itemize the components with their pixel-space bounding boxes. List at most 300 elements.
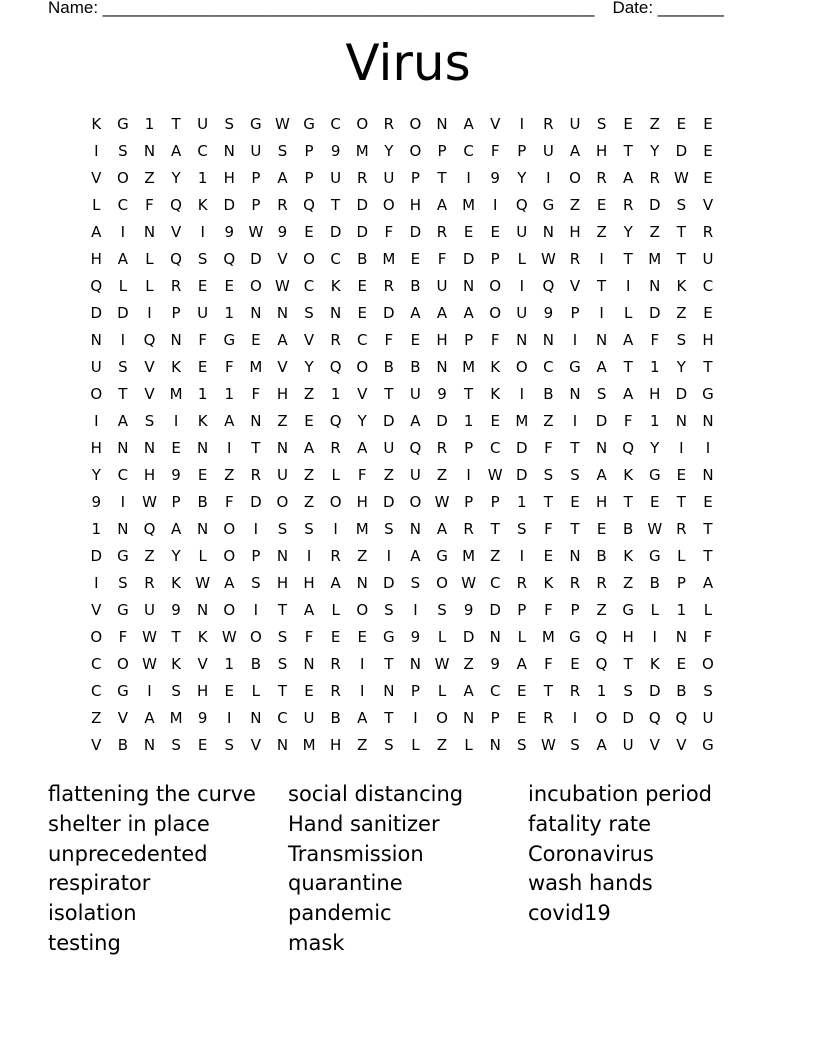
grid-letter: C — [117, 466, 129, 484]
grid-letter: R — [463, 520, 474, 538]
grid-letter: B — [383, 358, 394, 376]
grid-letter: C — [91, 655, 102, 673]
grid-letter: O — [303, 250, 315, 268]
grid-letter: E — [330, 628, 341, 646]
grid-letter: F — [357, 466, 367, 484]
grid-letter: F — [490, 331, 500, 349]
grid-letter: R — [702, 223, 714, 241]
grid-letter: T — [623, 358, 633, 376]
grid-letter: N — [436, 358, 448, 376]
grid-letter: 1 — [144, 115, 155, 133]
grid-letter: S — [570, 466, 580, 484]
grid-letter: I — [679, 439, 684, 457]
grid-letter: N — [436, 115, 448, 133]
grid-letter: E — [703, 493, 713, 511]
grid-letter: D — [675, 385, 688, 403]
grid-letter: N — [197, 601, 209, 619]
grid-letter: O — [595, 709, 608, 727]
grid-letter: I — [652, 628, 657, 646]
grid-letter: P — [410, 169, 420, 187]
grid-letter: Y — [650, 439, 660, 457]
grid-letter: H — [409, 196, 422, 214]
grid-letter: K — [197, 412, 208, 430]
grid-letter: U — [330, 169, 342, 187]
grid-letter: S — [304, 520, 314, 538]
grid-letter: 1 — [224, 655, 235, 673]
grid-letter: E — [304, 223, 314, 241]
grid-letter: D — [409, 223, 422, 241]
grid-letter: I — [120, 223, 126, 241]
grid-letter: O — [702, 655, 714, 673]
grid-letter: I — [147, 304, 152, 322]
grid-letter: N — [223, 142, 235, 160]
grid-letter: R — [330, 547, 341, 565]
grid-letter: K — [171, 574, 181, 592]
grid-letter: H — [143, 466, 156, 484]
grid-letter: E — [570, 655, 580, 673]
grid-letter: A — [117, 412, 129, 430]
grid-letter: I — [625, 277, 631, 295]
grid-letter: C — [463, 142, 474, 160]
grid-letter: D — [383, 412, 395, 430]
grid-letter: F — [251, 385, 261, 403]
grid-letter: D — [356, 196, 369, 214]
grid-letter: A — [117, 250, 129, 268]
grid-letter: E — [357, 277, 367, 295]
grid-letter: P — [490, 493, 500, 511]
grid-letter: A — [436, 304, 448, 322]
grid-letter: M — [515, 412, 529, 430]
grid-letter: S — [277, 142, 288, 160]
grid-letter: D — [648, 304, 661, 322]
grid-letter: V — [357, 385, 368, 403]
grid-letter: V — [91, 169, 102, 187]
grid-letter: I — [253, 601, 259, 619]
grid-letter: O — [436, 574, 448, 592]
grid-letter: B — [410, 277, 421, 295]
grid-letter: N — [462, 709, 475, 727]
grid-letter: O — [409, 142, 422, 160]
grid-letter: C — [117, 196, 129, 214]
grid-letter: Z — [649, 115, 660, 133]
grid-letter: E — [650, 493, 660, 511]
grid-letter: R — [144, 574, 155, 592]
grid-letter: R — [569, 682, 581, 700]
grid-letter: F — [650, 331, 660, 349]
grid-letter: N — [250, 412, 262, 430]
page-title: Virus — [345, 34, 471, 92]
grid-letter: A — [410, 547, 421, 565]
grid-letter: E — [490, 412, 500, 430]
grid-letter: G — [702, 385, 714, 403]
grid-letter: T — [596, 277, 607, 295]
grid-letter: L — [437, 628, 447, 646]
grid-letter: O — [356, 601, 369, 619]
grid-letter: A — [569, 142, 581, 160]
grid-letter: W — [487, 466, 503, 484]
grid-letter: S — [676, 196, 687, 214]
grid-letter: C — [356, 331, 368, 349]
grid-letter: T — [277, 682, 288, 700]
grid-letter: V — [91, 601, 102, 619]
grid-letter: L — [251, 682, 261, 700]
grid-letter: K — [197, 196, 208, 214]
grid-letter: Y — [623, 223, 633, 241]
grid-letter: Q — [90, 277, 103, 295]
grid-letter: O — [409, 115, 422, 133]
grid-letter: R — [436, 223, 448, 241]
grid-letter: W — [142, 493, 157, 511]
grid-letter: W — [461, 574, 477, 592]
grid-letter: N — [276, 304, 289, 322]
grid-letter: Q — [409, 439, 422, 457]
grid-letter: 9 — [91, 493, 102, 511]
grid-letter: A — [436, 520, 448, 538]
grid-letter: 9 — [330, 142, 341, 160]
grid-letter: S — [144, 412, 155, 430]
grid-letter: O — [90, 385, 103, 403]
grid-letter: S — [384, 520, 394, 538]
grid-letter: T — [703, 547, 713, 565]
grid-letter: H — [330, 736, 342, 754]
grid-letter: P — [304, 169, 314, 187]
grid-letter: Y — [171, 169, 181, 187]
grid-letter: E — [224, 277, 234, 295]
grid-letter: D — [648, 196, 661, 214]
grid-letter: W — [248, 223, 264, 241]
grid-letter: I — [227, 439, 232, 457]
grid-letter: S — [118, 142, 128, 160]
grid-letter: O — [356, 358, 369, 376]
grid-letter: K — [649, 655, 660, 673]
grid-letter: M — [648, 250, 662, 268]
grid-letter: D — [90, 547, 103, 565]
grid-letter: H — [90, 439, 102, 457]
grid-letter: Z — [490, 547, 501, 565]
grid-letter: F — [544, 520, 553, 538]
grid-letter: W — [195, 574, 211, 592]
grid-letter: R — [330, 682, 341, 700]
grid-letter: I — [546, 169, 551, 187]
grid-letter: S — [384, 601, 394, 619]
grid-letter: N — [143, 142, 156, 160]
grid-letter: N — [197, 520, 209, 538]
grid-letter: L — [145, 277, 154, 295]
grid-letter: N — [143, 736, 156, 754]
grid-letter: A — [463, 304, 474, 322]
grid-letter: D — [489, 601, 501, 619]
grid-letter: H — [276, 574, 289, 592]
grid-letter: T — [703, 520, 713, 538]
grid-letter: M — [462, 547, 476, 565]
grid-letter: U — [436, 277, 448, 295]
grid-letter: V — [91, 736, 102, 754]
grid-letter: B — [623, 520, 634, 538]
grid-letter: W — [142, 655, 157, 673]
grid-letter: I — [599, 304, 604, 322]
grid-letter: O — [356, 115, 369, 133]
grid-letter: I — [492, 196, 498, 214]
grid-letter: F — [490, 142, 500, 160]
grid-letter: P — [251, 547, 261, 565]
grid-letter: 1 — [676, 601, 687, 619]
grid-letter: S — [277, 655, 288, 673]
grid-letter: Z — [623, 574, 634, 592]
grid-letter: W — [540, 250, 556, 268]
grid-letter: E — [410, 250, 421, 268]
word-list-item: fatality rate — [528, 811, 652, 836]
grid-letter: G — [303, 115, 315, 133]
grid-letter: U — [250, 142, 262, 160]
grid-letter: F — [544, 601, 553, 619]
grid-letter: G — [117, 547, 129, 565]
grid-letter: N — [675, 412, 687, 430]
grid-letter: Q — [170, 250, 182, 268]
grid-letter: M — [462, 358, 476, 376]
grid-letter: A — [463, 682, 474, 700]
word-list-item: respirator — [48, 871, 151, 896]
grid-letter: O — [276, 493, 289, 511]
grid-letter: U — [197, 115, 209, 133]
grid-letter: V — [250, 736, 261, 754]
grid-letter: K — [171, 358, 181, 376]
grid-letter: I — [306, 547, 312, 565]
grid-letter: D — [462, 250, 475, 268]
grid-letter: Y — [517, 169, 527, 187]
grid-letter: F — [304, 628, 314, 646]
grid-letter: O — [489, 277, 502, 295]
grid-letter: S — [570, 736, 580, 754]
grid-letter: L — [411, 736, 420, 754]
grid-letter: F — [384, 331, 394, 349]
grid-letter: N — [250, 304, 262, 322]
grid-letter: B — [676, 682, 687, 700]
grid-letter: E — [490, 223, 500, 241]
grid-letter: V — [490, 115, 501, 133]
grid-letter: T — [570, 439, 580, 457]
grid-letter: I — [173, 412, 179, 430]
grid-letter: T — [251, 439, 261, 457]
grid-letter: W — [221, 628, 237, 646]
grid-letter: W — [142, 628, 157, 646]
grid-letter: N — [595, 439, 608, 457]
grid-letter: Q — [170, 196, 182, 214]
grid-letter: N — [649, 277, 661, 295]
grid-letter: S — [304, 304, 314, 322]
grid-letter: T — [437, 169, 447, 187]
grid-letter: G — [117, 682, 129, 700]
grid-letter: Z — [543, 412, 554, 430]
grid-letter: Z — [144, 547, 155, 565]
grid-letter: 1 — [649, 412, 660, 430]
grid-letter: L — [464, 736, 473, 754]
grid-letter: A — [596, 736, 607, 754]
header — [48, 0, 724, 18]
grid-letter: A — [357, 439, 368, 457]
grid-letter: 9 — [224, 223, 235, 241]
grid-letter: U — [383, 169, 395, 187]
grid-letter: B — [117, 736, 129, 754]
grid-letter: H — [595, 493, 608, 511]
grid-letter: R — [596, 574, 607, 592]
grid-letter: H — [622, 628, 634, 646]
grid-letter: S — [277, 628, 288, 646]
grid-letter: K — [490, 385, 501, 403]
grid-letter: R — [277, 196, 288, 214]
word-list-item: flattening the curve — [48, 782, 256, 806]
grid-letter: Y — [650, 142, 660, 160]
grid-letter: O — [489, 304, 502, 322]
grid-letter: I — [572, 331, 578, 349]
grid-letter: O — [249, 277, 262, 295]
grid-letter: D — [383, 574, 395, 592]
grid-letter: Z — [303, 466, 315, 484]
date-field-label: Date: _______ — [612, 0, 724, 17]
grid-letter: G — [117, 115, 129, 133]
grid-letter: 1 — [91, 520, 102, 538]
grid-letter: E — [676, 466, 687, 484]
grid-letter: Q — [595, 655, 608, 673]
grid-letter: A — [224, 574, 235, 592]
grid-letter: B — [649, 574, 660, 592]
grid-letter: P — [517, 142, 527, 160]
grid-letter: N — [409, 520, 422, 538]
grid-letter: 1 — [197, 169, 208, 187]
grid-letter: Y — [357, 412, 367, 430]
grid-letter: I — [466, 169, 471, 187]
grid-letter: G — [648, 547, 661, 565]
grid-letter: G — [436, 547, 448, 565]
grid-letter: L — [650, 601, 659, 619]
grid-letter: N — [197, 439, 209, 457]
grid-letter: G — [648, 466, 661, 484]
grid-letter: T — [543, 682, 553, 700]
grid-letter: O — [515, 358, 528, 376]
grid-letter: I — [572, 412, 578, 430]
grid-letter: R — [357, 169, 368, 187]
grid-letter: V — [197, 655, 208, 673]
grid-letter: T — [623, 493, 633, 511]
grid-letter: L — [198, 547, 207, 565]
grid-letter: T — [171, 115, 181, 133]
grid-letter: I — [519, 115, 525, 133]
grid-letter: I — [360, 682, 365, 700]
grid-letter: Z — [436, 466, 448, 484]
grid-letter: O — [223, 547, 236, 565]
grid-letter: H — [223, 169, 235, 187]
grid-letter: E — [570, 493, 580, 511]
grid-letter: A — [463, 115, 474, 133]
grid-letter: P — [570, 601, 580, 619]
word-list-item: Hand sanitizer — [288, 811, 440, 836]
grid-letter: A — [303, 601, 315, 619]
grid-letter: S — [277, 520, 288, 538]
grid-letter: S — [437, 601, 447, 619]
grid-letter: A — [91, 223, 102, 241]
grid-letter: B — [330, 709, 341, 727]
grid-letter: N — [276, 547, 289, 565]
grid-letter: O — [436, 709, 448, 727]
grid-letter: D — [595, 412, 608, 430]
grid-letter: Y — [384, 142, 394, 160]
grid-letter: I — [333, 520, 338, 538]
grid-letter: P — [410, 682, 420, 700]
grid-letter: S — [517, 520, 527, 538]
grid-letter: 9 — [490, 169, 500, 187]
grid-letter: S — [703, 682, 713, 700]
grid-letter: O — [382, 196, 395, 214]
grid-letter: M — [541, 628, 555, 646]
grid-letter: S — [596, 115, 607, 133]
grid-letter: R — [330, 331, 341, 349]
grid-letter: N — [117, 439, 129, 457]
grid-letter: D — [462, 628, 475, 646]
grid-letter: I — [147, 682, 152, 700]
grid-letter: N — [90, 331, 102, 349]
grid-letter: F — [437, 250, 447, 268]
grid-letter: O — [409, 493, 422, 511]
name-field-label: Name: ____________________________________________________ — [48, 0, 595, 17]
grid-letter: E — [596, 520, 607, 538]
grid-letter: H — [436, 331, 448, 349]
word-list-item: Transmission — [288, 841, 424, 866]
grid-letter: I — [413, 601, 418, 619]
grid-letter: M — [249, 358, 263, 376]
grid-letter: L — [517, 628, 526, 646]
grid-letter: 9 — [437, 385, 447, 403]
grid-letter: T — [118, 385, 128, 403]
grid-letter: I — [360, 655, 365, 673]
grid-letter: L — [677, 547, 686, 565]
grid-letter: S — [251, 574, 261, 592]
grid-letter: H — [356, 493, 368, 511]
grid-letter: S — [543, 466, 554, 484]
grid-letter: E — [171, 439, 181, 457]
grid-letter: P — [464, 331, 474, 349]
grid-letter: N — [383, 682, 395, 700]
word-search-grid — [83, 114, 721, 762]
grid-letter: D — [675, 142, 688, 160]
grid-letter: A — [277, 169, 288, 187]
grid-letter: Z — [436, 736, 448, 754]
grid-letter: O — [116, 655, 129, 673]
grid-letter: N — [489, 736, 501, 754]
grid-letter: A — [330, 574, 341, 592]
grid-letter: U — [276, 466, 288, 484]
grid-letter: Z — [569, 196, 581, 214]
grid-letter: P — [251, 196, 261, 214]
grid-letter: Z — [357, 547, 368, 565]
grid-letter: I — [253, 520, 259, 538]
word-list-item: Coronavirus — [528, 841, 654, 866]
grid-letter: D — [648, 682, 661, 700]
grid-letter: S — [596, 385, 607, 403]
grid-letter: M — [355, 142, 369, 160]
grid-letter: N — [462, 277, 475, 295]
grid-letter: Q — [675, 709, 688, 727]
grid-letter: R — [543, 115, 554, 133]
grid-letter: E — [224, 682, 234, 700]
grid-letter: V — [117, 709, 129, 727]
grid-letter: H — [702, 331, 714, 349]
grid-letter: K — [676, 277, 687, 295]
grid-letter: V — [303, 331, 315, 349]
grid-letter: K — [197, 628, 208, 646]
grid-letter: W — [434, 655, 450, 673]
grid-letter: R — [569, 250, 581, 268]
grid-letter: E — [197, 466, 208, 484]
grid-letter: Q — [223, 250, 236, 268]
